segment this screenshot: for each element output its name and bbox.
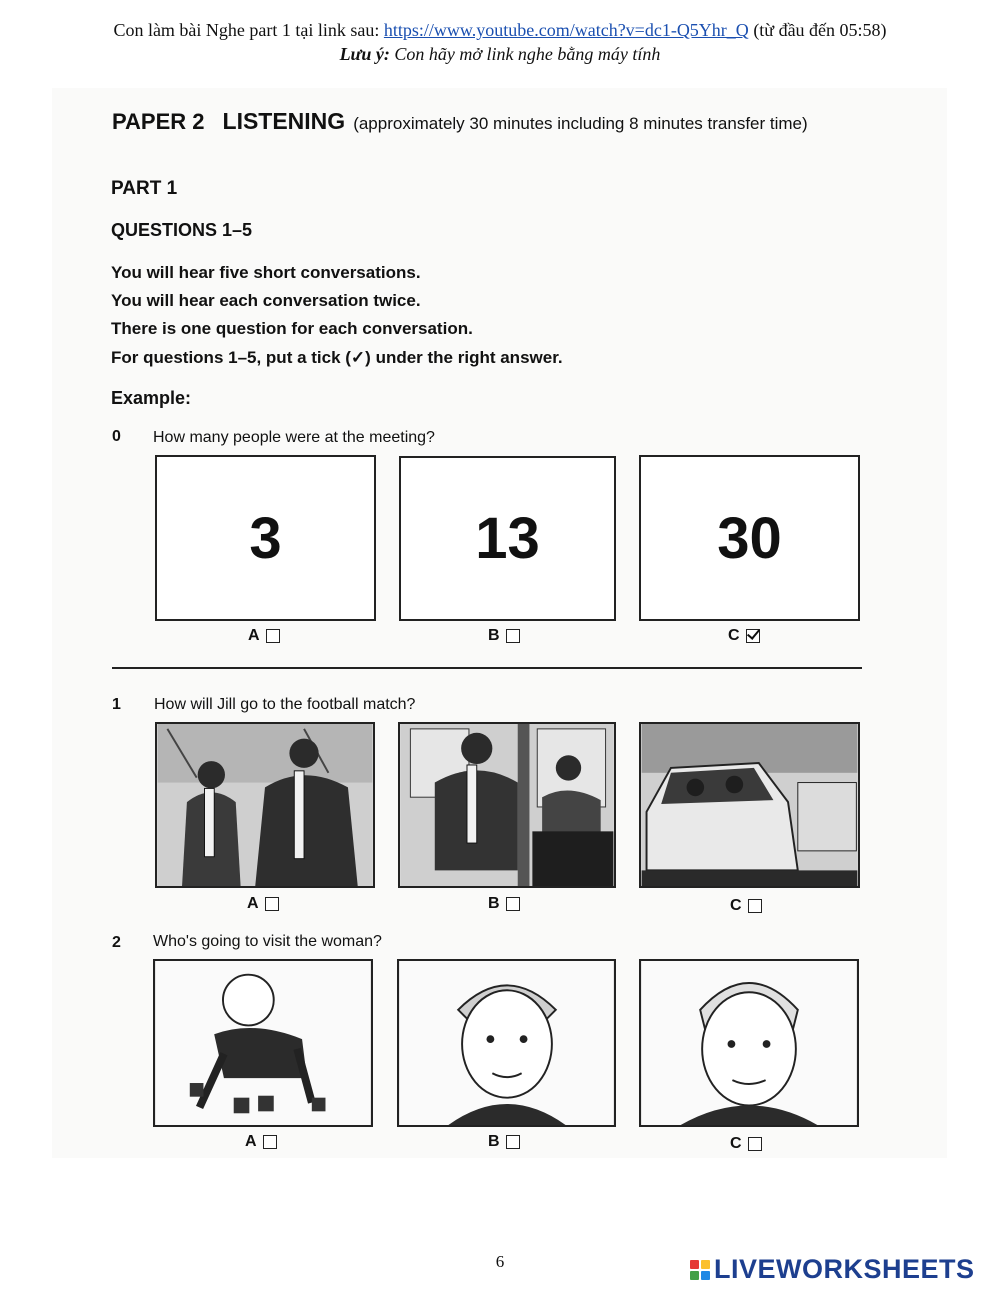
top-note-prefix: Con làm bài Nghe part 1 tại link sau:: [113, 20, 384, 40]
liveworksheets-icon: [690, 1260, 710, 1280]
question-number: 2: [112, 934, 121, 951]
logo-square: [701, 1260, 710, 1269]
divider: [112, 667, 862, 669]
instruction-line: You will hear five short conversations.: [111, 263, 421, 282]
tick-checkbox[interactable]: [506, 629, 520, 643]
bus-passengers-illustration: [400, 724, 614, 886]
question-number: 0: [112, 428, 121, 445]
car-illustration: [641, 724, 858, 886]
picture-bus-passengers: [398, 722, 616, 888]
option-value: 30: [717, 505, 782, 571]
picture-couple-walking: [155, 722, 375, 888]
part-title: PART 1: [111, 178, 178, 199]
note-text: Con hãy mở link nghe bằng máy tính: [389, 44, 661, 64]
question-text: How will Jill go to the football match?: [154, 696, 416, 713]
option-letter: C: [728, 627, 740, 644]
tick-checkbox[interactable]: [506, 897, 520, 911]
top-note-line-1: [0, 18, 1000, 42]
paper-heading: [112, 108, 808, 135]
option-b: [488, 1133, 520, 1151]
youtube-link[interactable]: https://www.youtube.com/watch?v=dc1-Q5Yhr_Q: [383, 20, 749, 40]
option-b: [488, 627, 520, 645]
picture-boy: [397, 959, 616, 1127]
man-illustration: [641, 961, 857, 1125]
tick-checkbox[interactable]: [748, 1137, 762, 1151]
section-title: LISTENING: [222, 108, 346, 134]
question-text: Who's going to visit the woman?: [153, 933, 382, 950]
boy-illustration: [399, 961, 614, 1125]
question-number: 1: [112, 696, 121, 713]
logo-text: LIVEWORKSHEETS: [714, 1254, 975, 1284]
picture-man: [639, 959, 859, 1127]
option-a: [247, 895, 279, 913]
baby-illustration: [155, 961, 371, 1125]
logo-square: [690, 1271, 699, 1280]
picture-baby: [153, 959, 373, 1127]
questions-title: QUESTIONS 1–5: [111, 220, 253, 240]
option-c: [730, 1135, 762, 1153]
top-note: [0, 18, 1000, 66]
option-box-c: [639, 455, 860, 621]
time-note: (approximately 30 minutes including 8 minutes transfer time): [353, 114, 808, 133]
instruction-line: There is one question for each conversation.: [111, 319, 473, 338]
tick-checkbox[interactable]: [265, 897, 279, 911]
couple-walking-illustration: [157, 724, 373, 886]
top-note-suffix: (từ đầu đến 05:58): [748, 20, 887, 40]
page-number: 6: [495, 1252, 505, 1271]
top-note-line-2: [0, 42, 1000, 66]
tick-checkbox[interactable]: [748, 899, 762, 913]
tick-checkbox[interactable]: [506, 1135, 520, 1149]
option-a: [248, 627, 280, 645]
option-letter: A: [248, 627, 260, 644]
option-c: [728, 627, 760, 645]
paper-title: PAPER 2: [112, 109, 205, 134]
option-value: 13: [475, 506, 540, 571]
logo-square: [701, 1271, 710, 1280]
tick-checkbox[interactable]: [266, 629, 280, 643]
option-box-b: [399, 456, 616, 621]
option-letter: C: [730, 897, 742, 914]
option-c: [730, 897, 762, 915]
option-value: 3: [249, 505, 282, 571]
option-letter: B: [488, 1133, 500, 1150]
option-letter: B: [488, 895, 500, 912]
instruction-line: For questions 1–5, put a tick (✓) under the right answer.: [111, 348, 563, 367]
question-text: How many people were at the meeting?: [153, 429, 435, 446]
liveworksheets-logo: [690, 1254, 975, 1285]
note-label: Lưu ý:: [339, 44, 390, 64]
logo-square: [690, 1260, 699, 1269]
tick-checkbox[interactable]: [263, 1135, 277, 1149]
example-label: Example:: [111, 388, 192, 408]
tick-checkbox-checked[interactable]: [746, 629, 760, 643]
option-a: [245, 1133, 277, 1151]
option-letter: A: [245, 1133, 257, 1150]
instruction-line: You will hear each conversation twice.: [111, 291, 421, 310]
option-letter: B: [488, 627, 500, 644]
option-box-a: [155, 455, 376, 621]
option-letter: C: [730, 1135, 742, 1152]
option-letter: A: [247, 895, 259, 912]
picture-car: [639, 722, 860, 888]
option-b: [488, 895, 520, 913]
